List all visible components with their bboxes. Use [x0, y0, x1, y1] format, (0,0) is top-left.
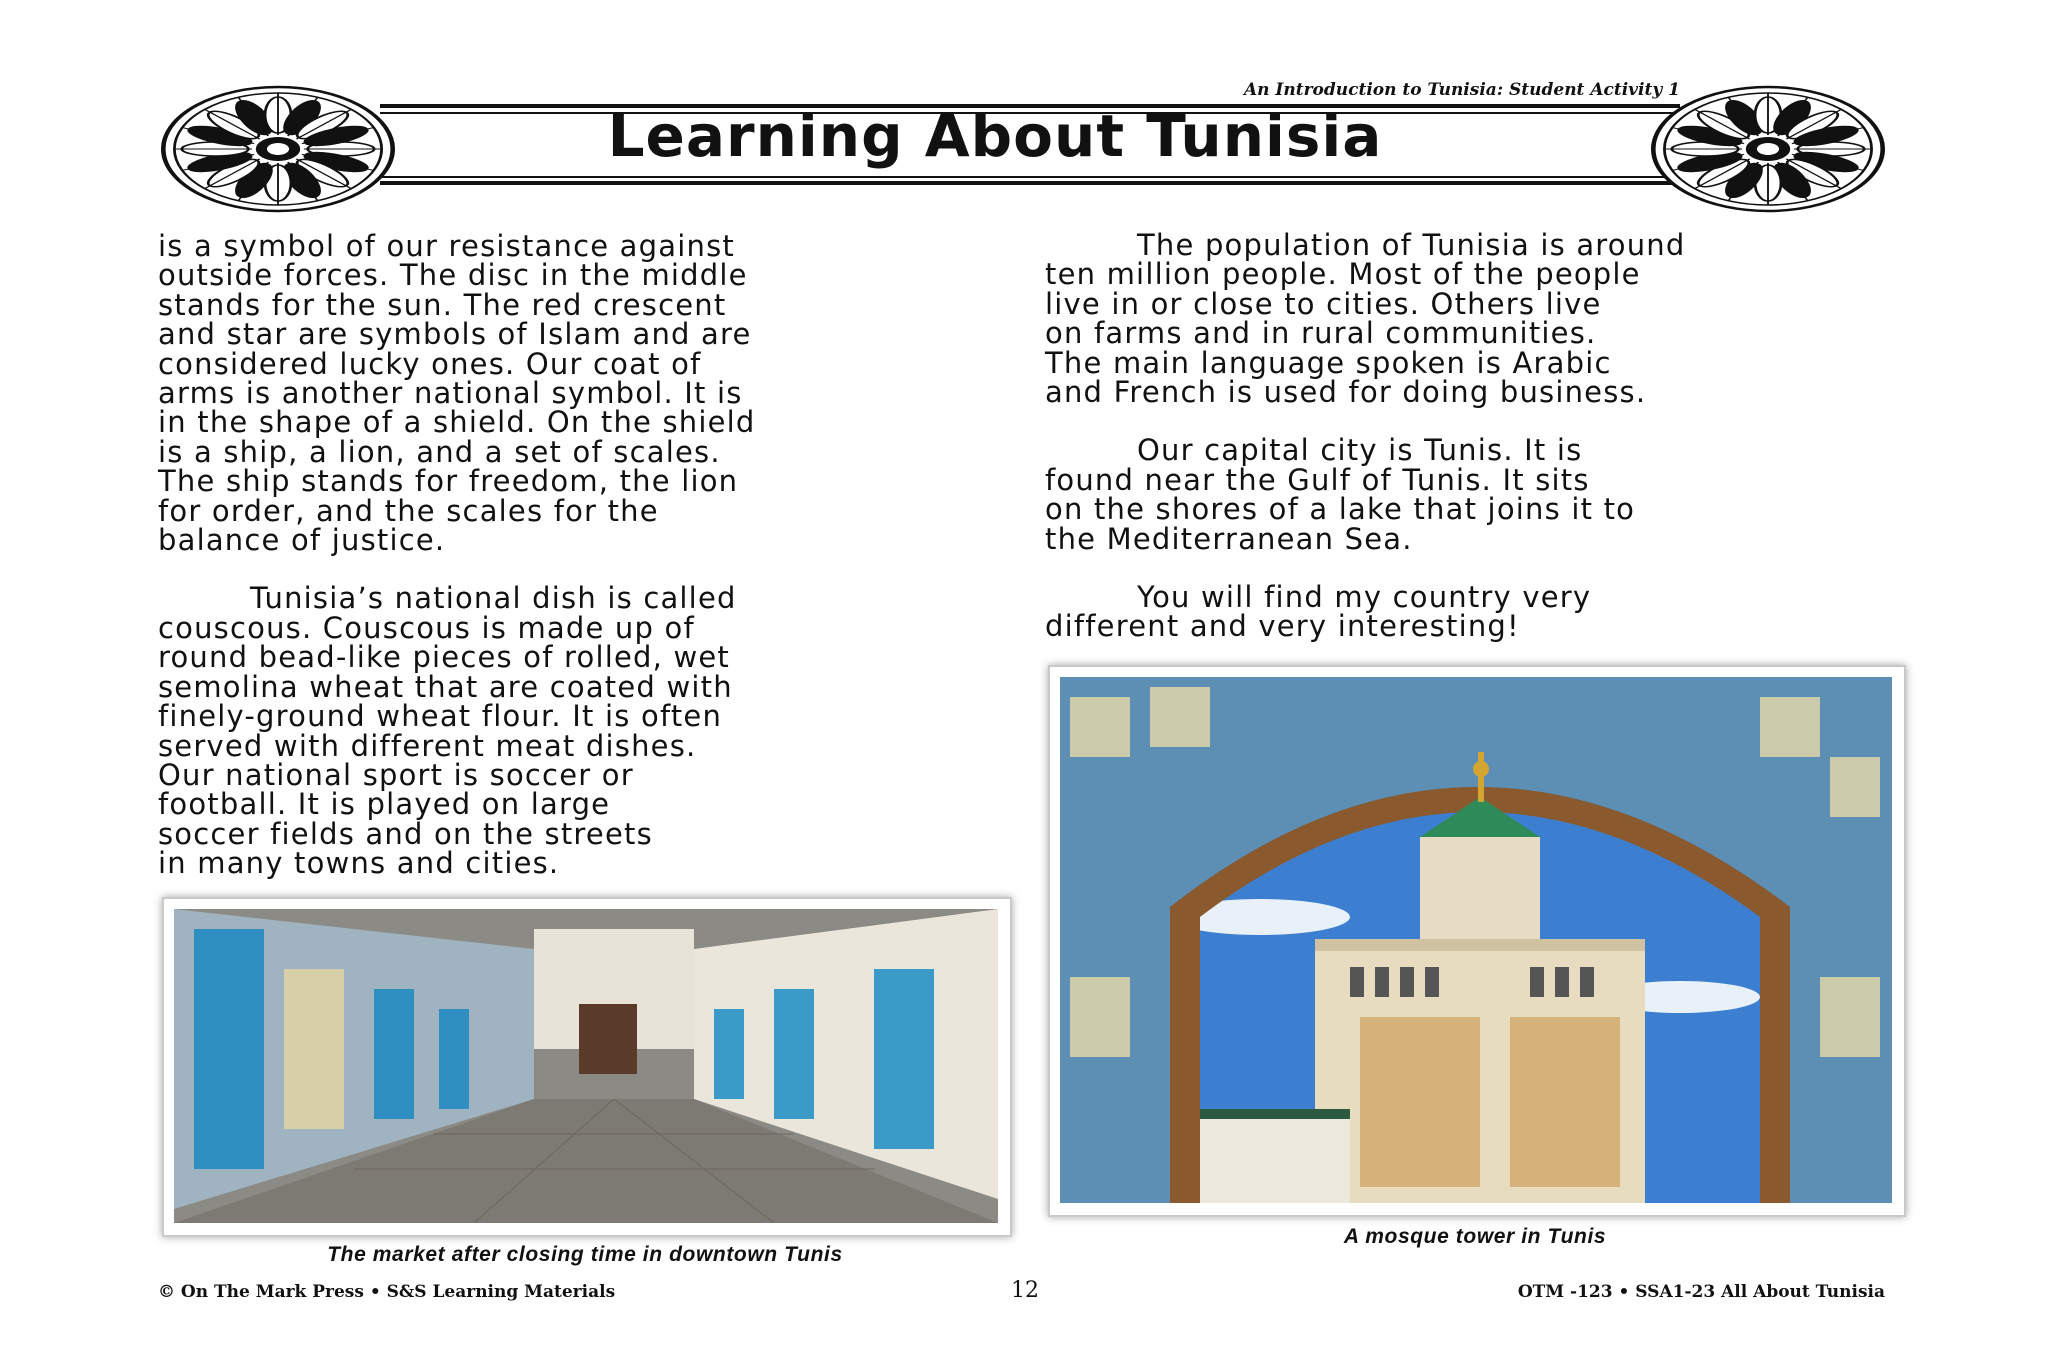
activity-label: An Introduction to Tunisia: Student Activity 1: [1243, 80, 1680, 100]
rosette-left-icon: [158, 84, 398, 214]
rosette-right-icon: [1648, 84, 1888, 214]
paragraph-capital: Our capital city is Tunis. It is found near the Gulf of Tunis. It sits on the shores of a lake that joins it to the Mediterranean Sea.: [1045, 433, 1636, 556]
paragraph-population: The population of Tunisia is around ten million people. Most of the people live in or close to cities. Others live on farms and in rural communities. The main language spoken is Arabic and French is used for doing business.: [1045, 228, 1686, 410]
mosque-photo-caption: A mosque tower in Tunis: [1343, 1225, 1607, 1248]
market-photo: [174, 909, 998, 1223]
banner-bottom-rule-thick: [380, 181, 1680, 185]
market-photo-frame: [162, 897, 1012, 1237]
left-column: [158, 229, 1018, 908]
page-number: 12: [1011, 1278, 1039, 1303]
banner-bottom-rule: [380, 176, 1680, 178]
right-column: [1045, 228, 1925, 671]
paragraph-flag-symbols: is a symbol of our resistance against outside forces. The disc in the middle stands for the sun. The red crescent and star are symbols of Islam and are considered lucky ones. Our coat of arms is another national symbol. It is in the shape of a shield. On the shield is a ship, a lion, and a set of scales. The ship stands for freedom, the lion for order, and the scales for the balance of justice.: [158, 229, 756, 558]
footer-product-code: OTM -123 • SSA1-23 All About Tunisia: [1517, 1282, 1885, 1302]
paragraph-couscous-soccer: Tunisia’s national dish is called couscous. Couscous is made up of round bead-like pieces of rolled, wet semolina wheat that are coated with finely-ground wheat flour. It is often served with different meat dishes. Our national sport is soccer or football. It is played on large soccer fields and on the streets in many towns and cities.: [158, 581, 737, 881]
market-photo-caption: The market after closing time in downtown Tunis: [327, 1243, 843, 1266]
mosque-photo: [1060, 677, 1892, 1203]
mosque-photo-frame: [1048, 665, 1906, 1217]
paragraph-closing: You will find my country very different and very interesting!: [1045, 580, 1592, 644]
footer-publisher: © On The Mark Press • S&S Learning Materials: [158, 1282, 616, 1302]
page-title: Learning About Tunisia: [607, 102, 1383, 170]
